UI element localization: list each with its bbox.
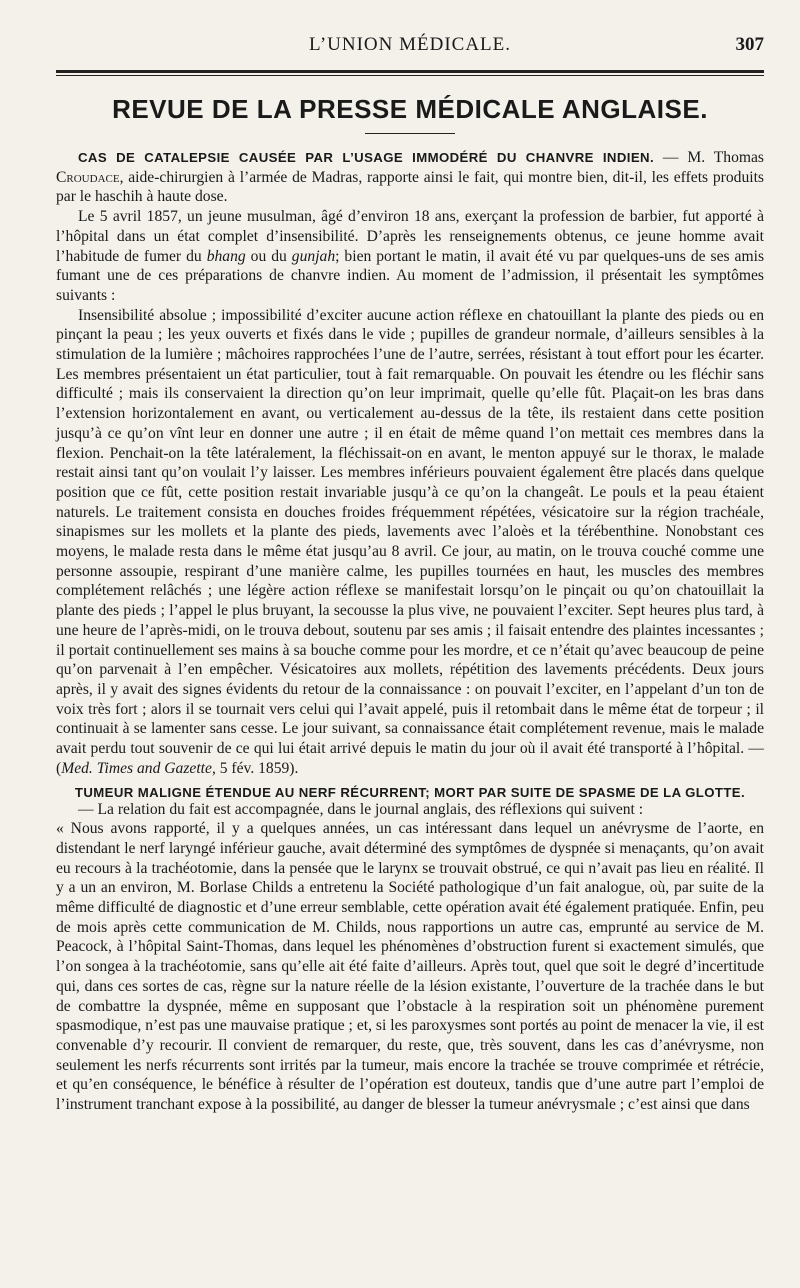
header-rule-thin (56, 75, 764, 76)
term-bhang: bhang (206, 247, 246, 265)
article1-p3-end: , 5 fév. 1859). (211, 759, 299, 777)
journal-title: L’UNION MÉDICALE. (308, 34, 512, 55)
article1-intro-rest: , aide-chirurgien à l’armée de Madras, rapporte ainsi le fait, qui montre bien, dit-il, les effets produits par le haschih à haute dose. (56, 168, 764, 206)
article1-author: Croudace (56, 168, 120, 186)
article1-p3-text: Insensibilité absolue ; impossibilité d’exciter aucune action réflexe en chatouillant la plante des pieds ou en pinçant la peau ; les yeux ouverts et fixés dans le vide ; pupilles de grandeur normale, d’ailleurs sensibles à la stimulation de la lumière ; mâchoires rapprochées l’une de l’autre, serrées, résistant à tout effort pour les écarter. Les membres présentaient un état particulier, tout à fait remarquable. On pouvait les étendre ou les fléchir sans difficulté ; mais ils conservaient la direction qu’on leur imprimait, quelle qu’elle fût. Plaçait-on les bras dans l’extension horizontalement en avant, ou verticalement au-dessus de la tête, ils restaient dans cette position jusqu’à ce qu’on vînt leur en donner une autre ; il en était de même quand l’on mettait ces membres dans la flexion. Penchait-on la tête latéralement, la fléchissait-on en avant, le menton appuyé sur le thorax, le malade restait ainsi tant qu’on voulait l’y laisser. Les membres inférieurs pouvaient également être placés dans quelque position que ce fût, cette position restait invariable jusqu’à ce qu’on la changeât. Le pouls et la peau étaient naturels. Le traitement consista en douches froides fréquemment répétées, vésicatoire sur la région trachéale, sinapismes sur les mollets et la plante des pieds, lavements avec l’aloès et la térébenthine. Nonobstant ces moyens, le malade resta dans le même état jusqu’au 8 avril. Ce jour, au matin, on le trouva couché comme une personne assoupie, respirant d’une manière calme, les pupilles tournées en haut, les muscles des membres complétement relâchés ; une légère action réflexe se manifestait lorsqu’on le pinçait ou qu’on chatouillait la plante des pieds ; l’appel le plus bruyant, la secousse la plus vive, ne pouvaient l’exciter. Sept heures plus tard, à une heure de l’après-midi, on le trouva debout, soutenu par ses amis ; il faisait entendre des plaintes incessantes ; il portait continuellement ses mains à sa bouche comme pour les mordre, et ce n’était qu’avec beaucoup de peine qu’on parvenait à l’en empêcher. Vésicatoires aux mollets, répétition des lavements précédents. Deux jours après, il y avait des signes évidents du retour de la connaissance : on pouvait l’exciter, en l’appelant d’un ton de voix très fort ; alors il se tournait vers celui qui l’avait appelé, puis il retombait dans le même état de torpeur ; il continuait à se lamenter sans cesse. Le jour suivant, sa connaissance était complétement revenue, mais le malade avait perdu tout souvenir de ce qui lui était arrivé depuis le matin du jour où il avait été transporté à l’hôpital. — ( (56, 306, 764, 777)
article1-heading: CAS DE CATALEPSIE CAUSÉE PAR L’USAGE IMMODÉRÉ DU CHANVRE INDIEN. (78, 150, 655, 165)
title-rule (365, 133, 455, 134)
section-title: REVUE DE LA PRESSE MÉDICALE ANGLAISE. (112, 94, 708, 124)
article-catalepsie (56, 148, 764, 779)
page-number: 307 (735, 34, 764, 55)
article1-intro-dash: — M. Thomas (654, 149, 764, 166)
article1-intro (56, 148, 764, 207)
article2-paragraph-1: — La relation du fait est accompagnée, dans le journal anglais, des réflexions qui suivent : (78, 800, 644, 818)
article1-p2-text-a: Le 5 avril 1857, un jeune musulman, âgé d’environ 18 ans, exerçant la profession de barbier, fut apporté à l’hôpital dans un état complet d’insensibilité. D’après les renseignements obtenus, ce jeune homme avait l’habitude de fumer du (56, 208, 764, 265)
article-tumeur (56, 785, 764, 1115)
article2-paragraph-2: « Nous avons rapporté, il y a quelques années, un cas intéressant dans lequel un anévrysme de l’aorte, en distendant le nerf laryngé inférieur gauche, avait déterminé des symptômes de dyspnée si menaçants, qu’on avait eu recours à la trachéotomie, dans la pensée que le larynx se trouvait obstrué, ce qui n’avait pas lieu en réalité. Il y a un an environ, M. Borlase Childs a entretenu la Société pathologique d’un fait analogue, où, par suite de la même difficulté de diagnostic et d’une erreur semblable, cette opération avait été également pratiquée. Enfin, peu de mois après cette communication de M. Childs, nous rapportions un autre cas, emprunté au service de M. Peacock, à l’hôpital Saint-Thomas, dans lequel les phénomènes d’obstruction furent si exactement simulés, que l’on songea à la trachéotomie, sans qu’elle ait été faite d’ailleurs. Après tout, quel que soit le degré d’incertitude qui, dans ces sortes de cas, règne sur la nature réelle de la lésion existante, l’ouverture de la trachée dans le but de combattre la dyspnée, même en supposant que l’obstacle à la respiration soit un phénomène purement spasmodique, n’est pas une mauvaise pratique ; et, si les paroxysmes sont portés au point de menacer la vie, il est convenable d’y recourir. Il convient de remarquer, du reste, que, très souvent, dans les cas d’anévrysme, non seulement les nerfs récurrents sont irrités par la tumeur, mais encore la trachée se trouve comprimée et rétrécie, et qu’en conséquence, le bénéfice à résulter de l’opération est douteux, tandis que d’une autre part l’emploi de l’instrument tranchant expose à la possibilité, au danger de blesser la tumeur anévrysmale ; c’est ainsi que dans (56, 820, 764, 1114)
article2-heading: TUMEUR MALIGNE ÉTENDUE AU NERF RÉCURRENT; MORT PAR SUITE DE SPASME DE LA GLOTTE. (74, 784, 746, 800)
article1-p2-text-b: ou du (245, 247, 292, 265)
article1-paragraph-3 (56, 306, 764, 779)
term-gunjah: gunjah (291, 247, 336, 265)
article1-p2-text-c: ; bien portant le matin, il avait été vu par quelques-uns de ses amis fumant une de ces préparations de chanvre indien. Au moment de l’admission, il présentait les symptômes suivants : (56, 247, 765, 304)
article1-paragraph-2 (56, 207, 764, 306)
running-head (56, 30, 764, 64)
header-rule (56, 70, 764, 73)
citation-source: Med. Times and Gazette (61, 759, 212, 777)
